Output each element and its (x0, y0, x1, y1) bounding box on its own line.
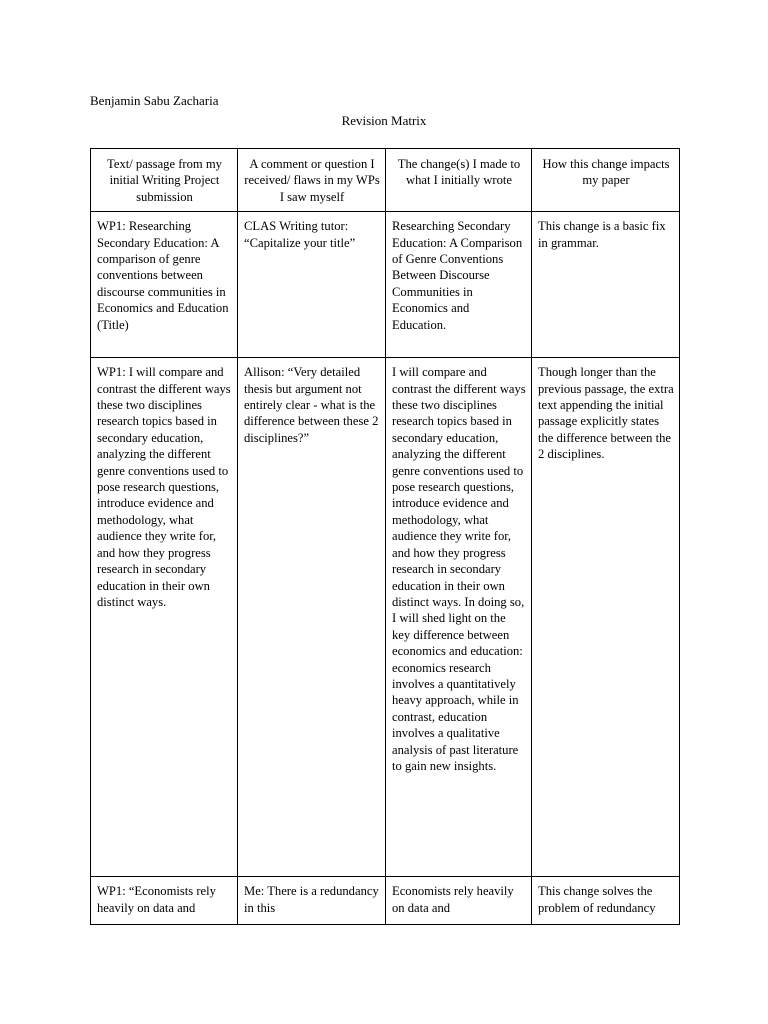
header-impact: How this change impacts my paper (532, 149, 680, 212)
cell-comment: Allison: “Very detailed thesis but argument not entirely clear - what is the difference between these 2 disciplines?” (238, 358, 386, 877)
table-header-row (91, 149, 680, 212)
cell-impact: This change is a basic fix in grammar. (532, 212, 680, 358)
header-comment: A comment or question I received/ flaws in my WPs I saw myself (238, 149, 386, 212)
table-row (91, 877, 680, 925)
cell-impact: This change solves the problem of redundancy (532, 877, 680, 925)
cell-original-text: WP1: “Economists rely heavily on data and (91, 877, 238, 925)
header-original-text: Text/ passage from my initial Writing Project submission (91, 149, 238, 212)
table-row (91, 358, 680, 877)
table-row (91, 212, 680, 358)
cell-change: Researching Secondary Education: A Comparison of Genre Conventions Between Discourse Communities in Economics and Education. (386, 212, 532, 358)
revision-matrix-table (90, 148, 680, 925)
document-title-text: Revision Matrix (341, 113, 427, 128)
cell-change: I will compare and contrast the different ways these two disciplines research topics based in secondary education, analyzing the different genre conventions used to pose research questions, introduce evidence and methodology, what audience they write for, and how they progress research in secondary education in their own distinct ways. In doing so, I will shed light on the key difference between economics and education: economics research involves a quantitatively heavy approach, while in contrast, education involves a qualitative analysis of past literature to gain new insights. (386, 358, 532, 877)
header-change: The change(s) I made to what I initially wrote (386, 149, 532, 212)
cell-change: Economists rely heavily on data and (386, 877, 532, 925)
cell-comment: Me: There is a redundancy in this (238, 877, 386, 925)
cell-impact: Though longer than the previous passage, the extra text appending the initial passage explicitly states the difference between the 2 disciplines. (532, 358, 680, 877)
cell-original-text: WP1: Researching Secondary Education: A comparison of genre conventions between discourse communities in Economics and Education (Title) (91, 212, 238, 358)
cell-comment: CLAS Writing tutor: “Capitalize your title” (238, 212, 386, 358)
author-name: Benjamin Sabu Zacharia (90, 93, 219, 108)
document-title (0, 112, 768, 129)
cell-original-text: WP1: I will compare and contrast the different ways these two disciplines research topics based in secondary education, analyzing the different genre conventions used to pose research questions, introduce evidence and methodology, what audience they write for, and how they progress research in secondary education in their own distinct ways. (91, 358, 238, 877)
